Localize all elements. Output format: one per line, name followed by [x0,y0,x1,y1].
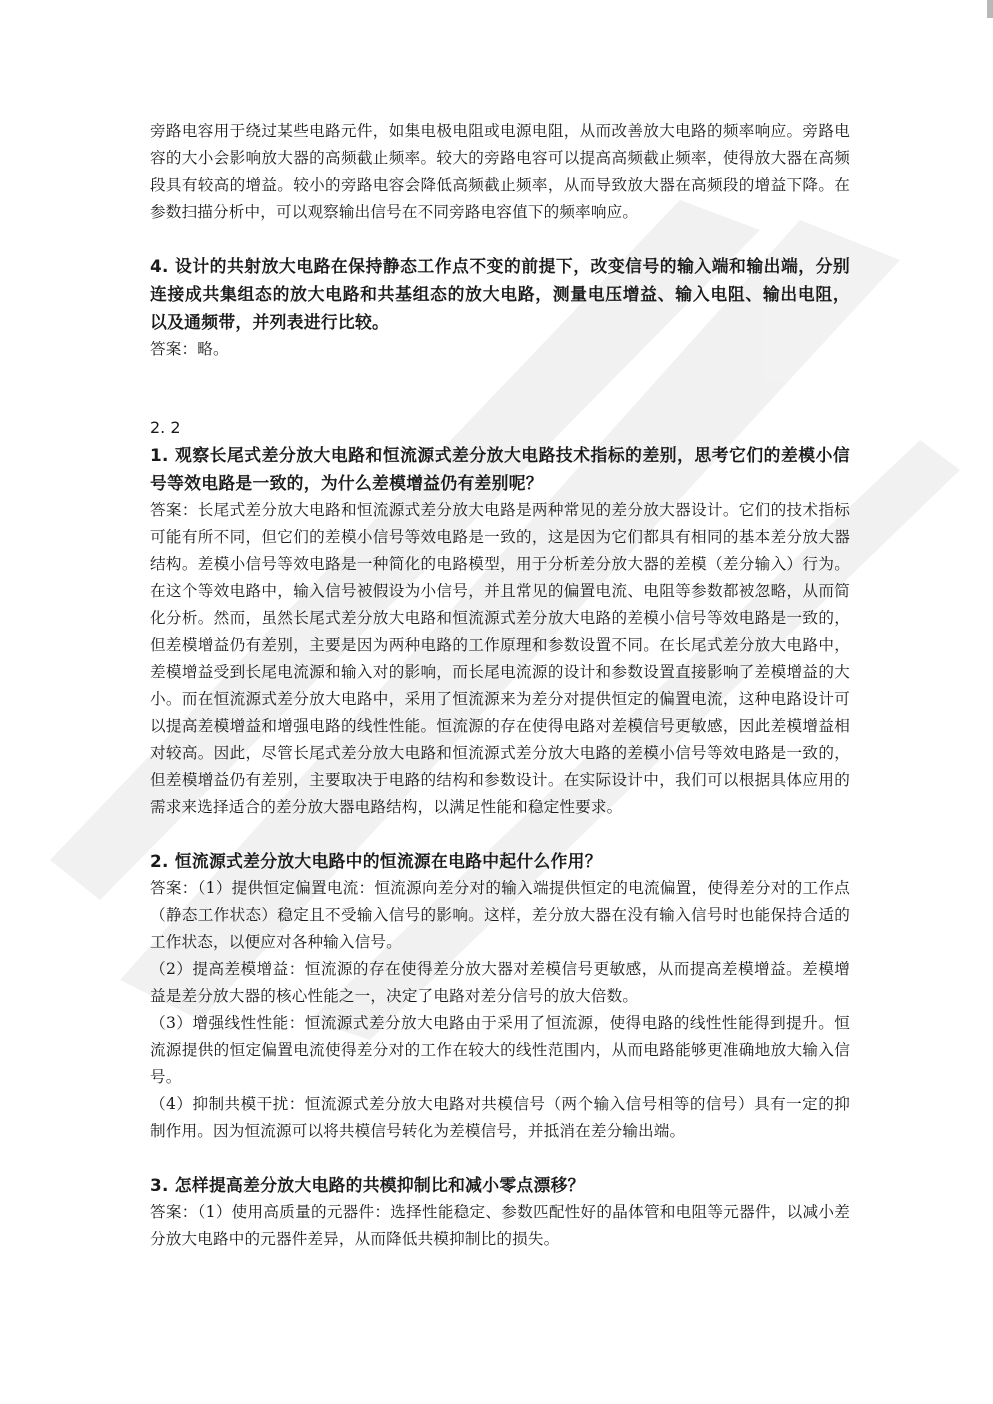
section-2-answer-1: 答案：长尾式差分放大电路和恒流源式差分放大电路是两种常见的差分放大器设计。它们的技术指标可能有所不同，但它们的差模小信号等效电路是一致的，这是因为它们都具有相同的基本差分放大器结构。差模小信号等效电路是一种简化的电路模型，用于分析差分放大器的差模（差分输入）行为。在这个等效电路中，输入信号被假设为小信号，并且常见的偏置电流、电阻等参数都被忽略，从而简化分析。然而，虽然长尾式差分放大电路和恒流源式差分放大电路的差模小信号等效电路是一致的，但差模增益仍有差别，主要是因为两种电路的工作原理和参数设置不同。在长尾式差分放大电路中，差模增益受到长尾电流源和输入对的影响，而长尾电流源的设计和参数设置直接影响了差模增益的大小。而在恒流源式差分放大电路中，采用了恒流源来为差分对提供恒定的偏置电流，这种电路设计可以提高差模增益和增强电路的线性性能。恒流源的存在使得电路对差模信号更敏感，因此差模增益相对较高。因此，尽管长尾式差分放大电路和恒流源式差分放大电路的差模小信号等效电路是一致的，但差模增益仍有差别，主要取决于电路的结构和参数设计。在实际设计中，我们可以根据具体应用的需求来选择适合的差分放大器电路结构，以满足性能和稳定性要求。 [150,501,850,816]
answer-2-item-4: （4）抑制共模干扰：恒流源式差分放大电路对共模信号（两个输入信号相等的信号）具有一定的抑制作用。因为恒流源可以将共模信号转化为差模信号，并抵消在差分输出端。 [150,1095,850,1140]
question-4: 4. 设计的共射放大电路在保持静态工作点不变的前提下，改变信号的输入端和输出端，分别连接成共集组态的放大电路和共基组态的放大电路，测量电压增益、输入电阻、输出电阻，以及通频带，并列表进行比较。 [150,256,850,332]
answer-4: 答案：略。 [150,340,229,358]
answer-2-item-2: （2）提高差模增益：恒流源的存在使得差分放大器对差模信号更敏感，从而提高差模增益。差模增益是差分放大器的核心性能之一，决定了电路对差分信号的放大倍数。 [150,960,850,1005]
intro-paragraph: 旁路电容用于绕过某些电路元件，如集电极电阻或电源电阻，从而改善放大电路的频率响应。旁路电容的大小会影响放大器的高频截止频率。较大的旁路电容可以提高高频截止频率，使得放大器在高频段具有较高的增益。较小的旁路电容会降低高频截止频率，从而导致放大器在高频段的增益下降。在参数扫描分析中，可以观察输出信号在不同旁路电容值下的频率响应。 [150,122,850,221]
section-2-question-2: 2. 恒流源式差分放大电路中的恒流源在电路中起什么作用？ [150,851,602,871]
document-page [150,118,850,1253]
section-2-answer-3: 答案：（1）使用高质量的元器件：选择性能稳定、参数匹配性好的晶体管和电阻等元器件，以减小差分放大电路中的元器件差异，从而降低共模抑制比的损失。 [150,1203,850,1248]
section-heading: 2. 2 [150,418,181,437]
answer-2-item-1: 答案：（1）提供恒定偏置电流：恒流源向差分对的输入端提供恒定的电流偏置，使得差分对的工作点（静态工作状态）稳定且不受输入信号的影响。这样，差分放大器在没有输入信号时也能保持合适的工作状态，以便应对各种输入信号。 [150,879,850,951]
section-2-question-1: 1. 观察长尾式差分放大电路和恒流源式差分放大电路技术指标的差别，思考它们的差模小信号等效电路是一致的，为什么差模增益仍有差别呢？ [150,445,850,493]
section-2-question-3: 3. 怎样提高差分放大电路的共模抑制比和减小零点漂移？ [150,1175,585,1195]
answer-2-item-3: （3）增强线性性能：恒流源式差分放大电路由于采用了恒流源，使得电路的线性性能得到提升。恒流源提供的恒定偏置电流使得差分对的工作在较大的线性范围内，从而电路能够更准确地放大输入信号。 [150,1014,850,1086]
page-corner-mark [987,0,993,18]
